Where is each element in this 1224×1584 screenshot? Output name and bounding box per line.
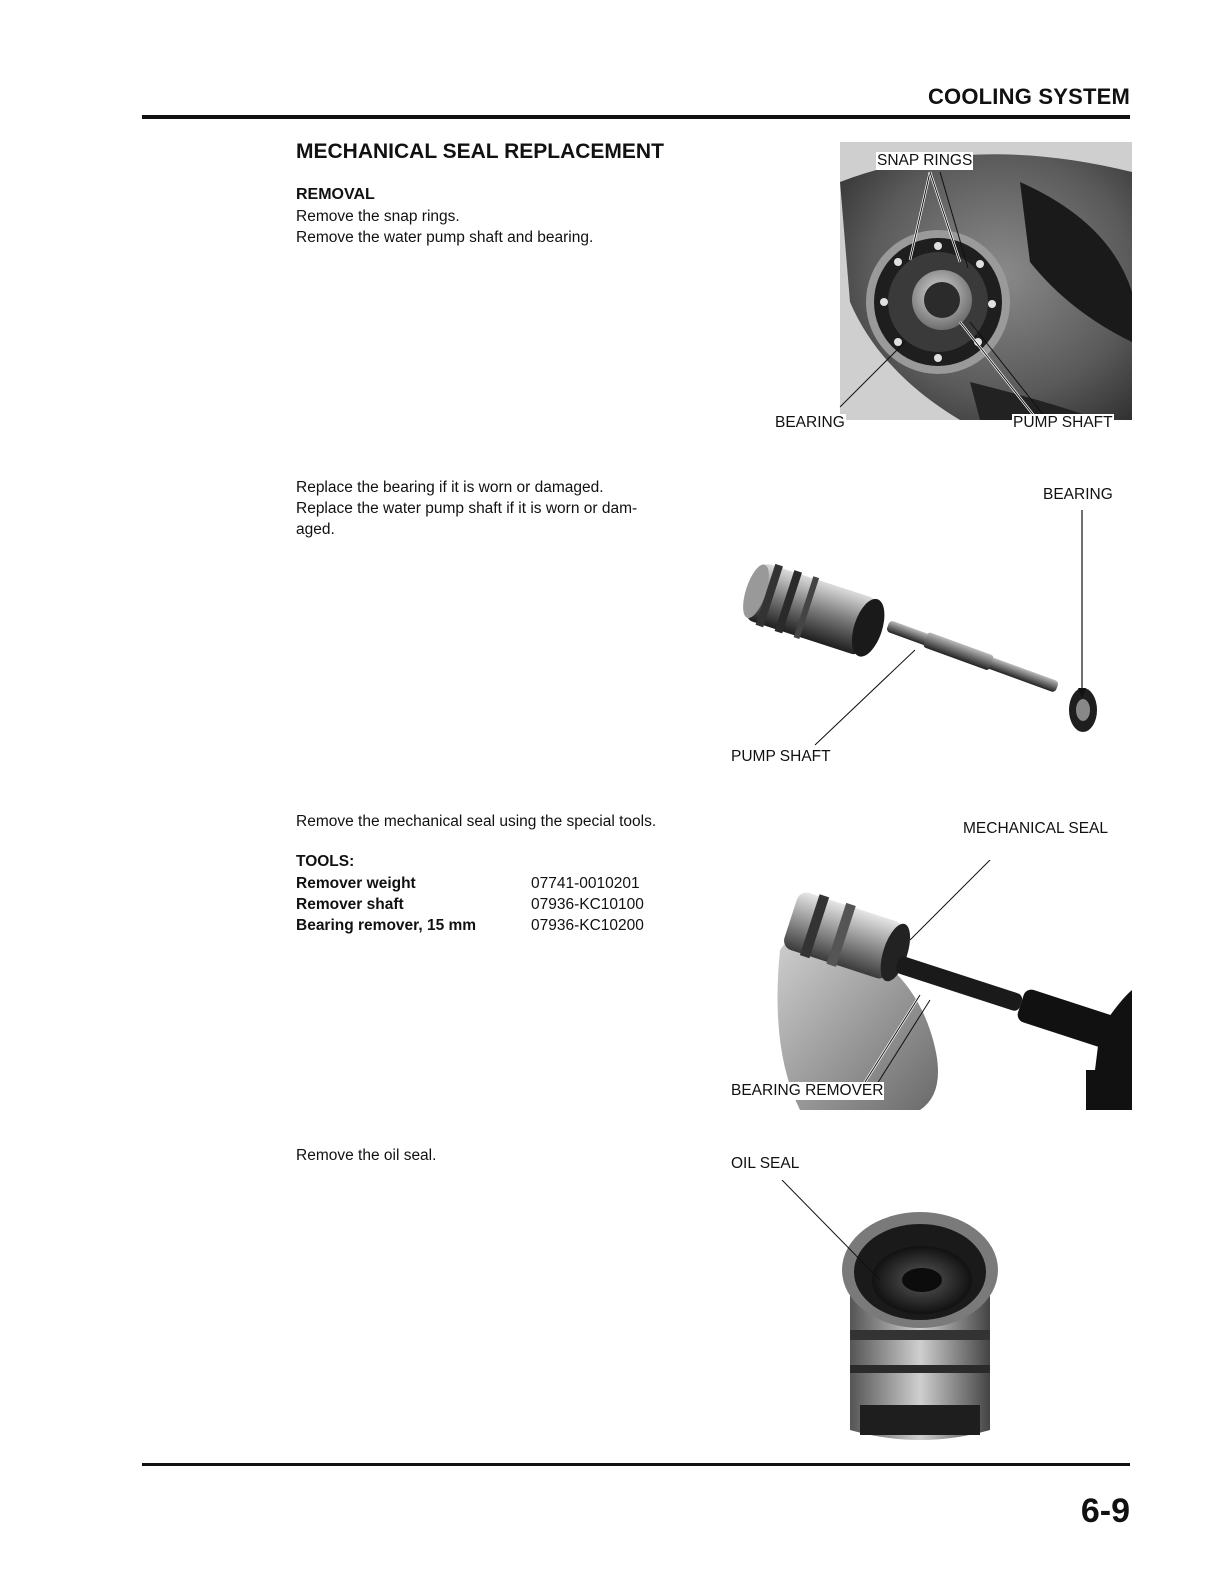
label-mechanical-seal: MECHANICAL SEAL [963, 820, 1108, 837]
mechanical-seal-photo [760, 860, 1132, 1110]
tool-number: 07936-KC10100 [531, 896, 644, 913]
label-bearing-fig2: BEARING [1043, 486, 1113, 503]
snap-rings-photo [820, 142, 1132, 420]
section-header: COOLING SYSTEM [927, 84, 1130, 109]
tool-number: 07741-0010201 [531, 875, 640, 892]
label-snap-rings: SNAP RINGS [877, 152, 973, 169]
shaft-bearing-photo [740, 500, 1130, 750]
label-bearing-fig1: BEARING [775, 414, 845, 431]
table-row [296, 915, 644, 936]
tool-name: Remover shaft [296, 896, 404, 913]
tools-table [296, 873, 644, 936]
removal-step-2: Remove the water pump shaft and bearing. [296, 229, 594, 246]
removal-step-1: Remove the snap rings. [296, 208, 460, 225]
section-title: MECHANICAL SEAL REPLACEMENT [296, 140, 664, 163]
page-number: 6-9 [1080, 1492, 1130, 1530]
inspect-shaft-text-cont: aged. [296, 521, 335, 538]
tool-name: Bearing remover, 15 mm [296, 917, 477, 934]
label-bearing-remover: BEARING REMOVER [731, 1082, 884, 1099]
removal-heading: REMOVAL [296, 186, 375, 203]
footer-rule [142, 1463, 1130, 1466]
oil-seal-instruction: Remove the oil seal. [296, 1147, 437, 1164]
tools-heading: TOOLS: [296, 853, 355, 870]
header-rule [142, 115, 1130, 119]
inspect-bearing-text: Replace the bearing if it is worn or damaged. [296, 479, 604, 496]
tool-name: Remover weight [296, 875, 416, 892]
label-pump-shaft-fig2: PUMP SHAFT [731, 748, 831, 765]
table-row [296, 873, 644, 894]
inspect-shaft-text: Replace the water pump shaft if it is worn or dam- [296, 500, 638, 517]
oil-seal-photo [780, 1180, 1030, 1444]
label-pump-shaft-fig1: PUMP SHAFT [1013, 414, 1113, 431]
mech-seal-instruction: Remove the mechanical seal using the special tools. [296, 813, 657, 830]
tool-number: 07936-KC10200 [531, 917, 644, 934]
table-row [296, 894, 644, 915]
label-oil-seal: OIL SEAL [731, 1155, 800, 1172]
